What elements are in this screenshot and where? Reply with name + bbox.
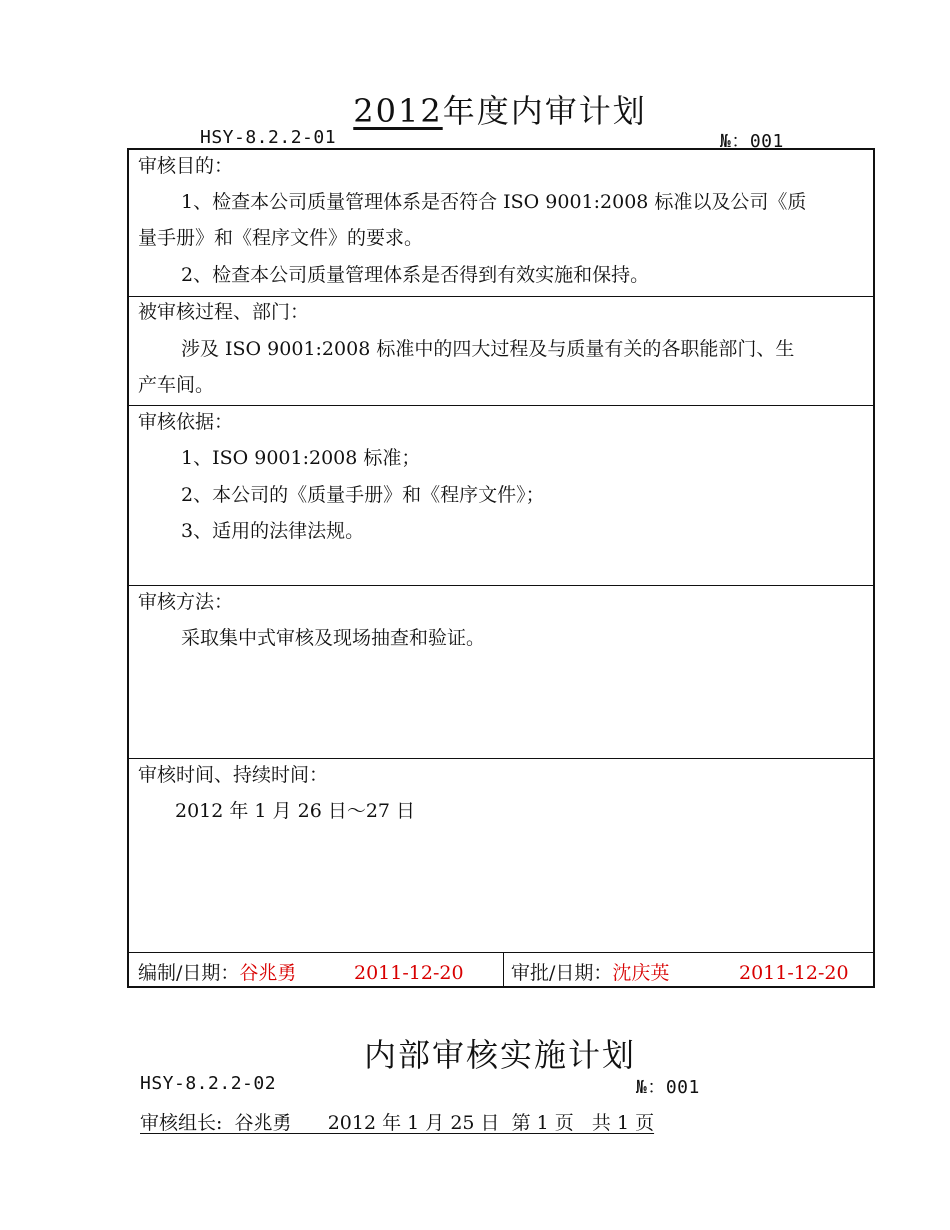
prepared-name: 谷兆勇 [239,962,297,984]
plan-title-year: 2012 [353,92,443,130]
impl-doc-code: HSY-8.2.2-02 [140,1073,277,1094]
time-text: 2012 年 1 月 26 日～27 日 [175,800,416,822]
scope-text-cont: 产车间。 [138,374,215,396]
approved-date: 2011-12-20 [739,962,849,984]
plan-title-text: 年度内审计划 [442,92,647,130]
method-text: 采取集中式审核及现场抽查和验证。 [181,627,486,649]
basis-item: 1、ISO 9001:2008 标准； [181,447,421,469]
purpose-item-1: 1、检查本公司质量管理体系是否符合 ISO 9001:2008 标准以及公司《质 [181,191,807,213]
plan-title [0,86,950,132]
row-divider [129,952,873,953]
scope-label: 被审核过程、部门： [138,301,310,323]
approved-label: 审批/日期： [511,962,613,984]
approved-by [511,955,669,991]
audit-plan-table [127,148,875,988]
approved-name: 沈庆英 [612,962,670,984]
scope-text: 涉及 ISO 9001:2008 标准中的四大过程及与质量有关的各职能部门、生 [181,338,795,360]
prepared-label: 编制/日期： [138,962,240,984]
time-label: 审核时间、持续时间： [138,764,329,786]
column-divider [503,952,504,986]
impl-title: 内部审核实施计划 [363,1036,636,1074]
method-label: 审核方法： [138,591,234,613]
purpose-label: 审核目的： [138,155,234,177]
prepared-date: 2011-12-20 [354,962,464,984]
plan-doc-code: HSY-8.2.2-01 [200,127,337,148]
basis-label: 审核依据： [138,411,234,433]
purpose-item-2: 2、检查本公司质量管理体系是否得到有效实施和保持。 [181,264,650,286]
audit-leader-line: 审核组长: 谷兆勇 2012 年 1 月 25 日 第 1 页 共 1 页 [140,1112,655,1134]
basis-item: 2、本公司的《质量手册》和《程序文件》； [181,484,545,506]
prepared-by [138,955,296,991]
row-divider [129,405,873,406]
purpose-item-1-cont: 量手册》和《程序文件》的要求。 [138,227,424,249]
basis-item: 3、适用的法律法规。 [181,520,365,542]
plan-doc-number: №：001 [720,131,784,152]
row-divider [129,585,873,586]
impl-doc-number: №：001 [636,1077,700,1098]
